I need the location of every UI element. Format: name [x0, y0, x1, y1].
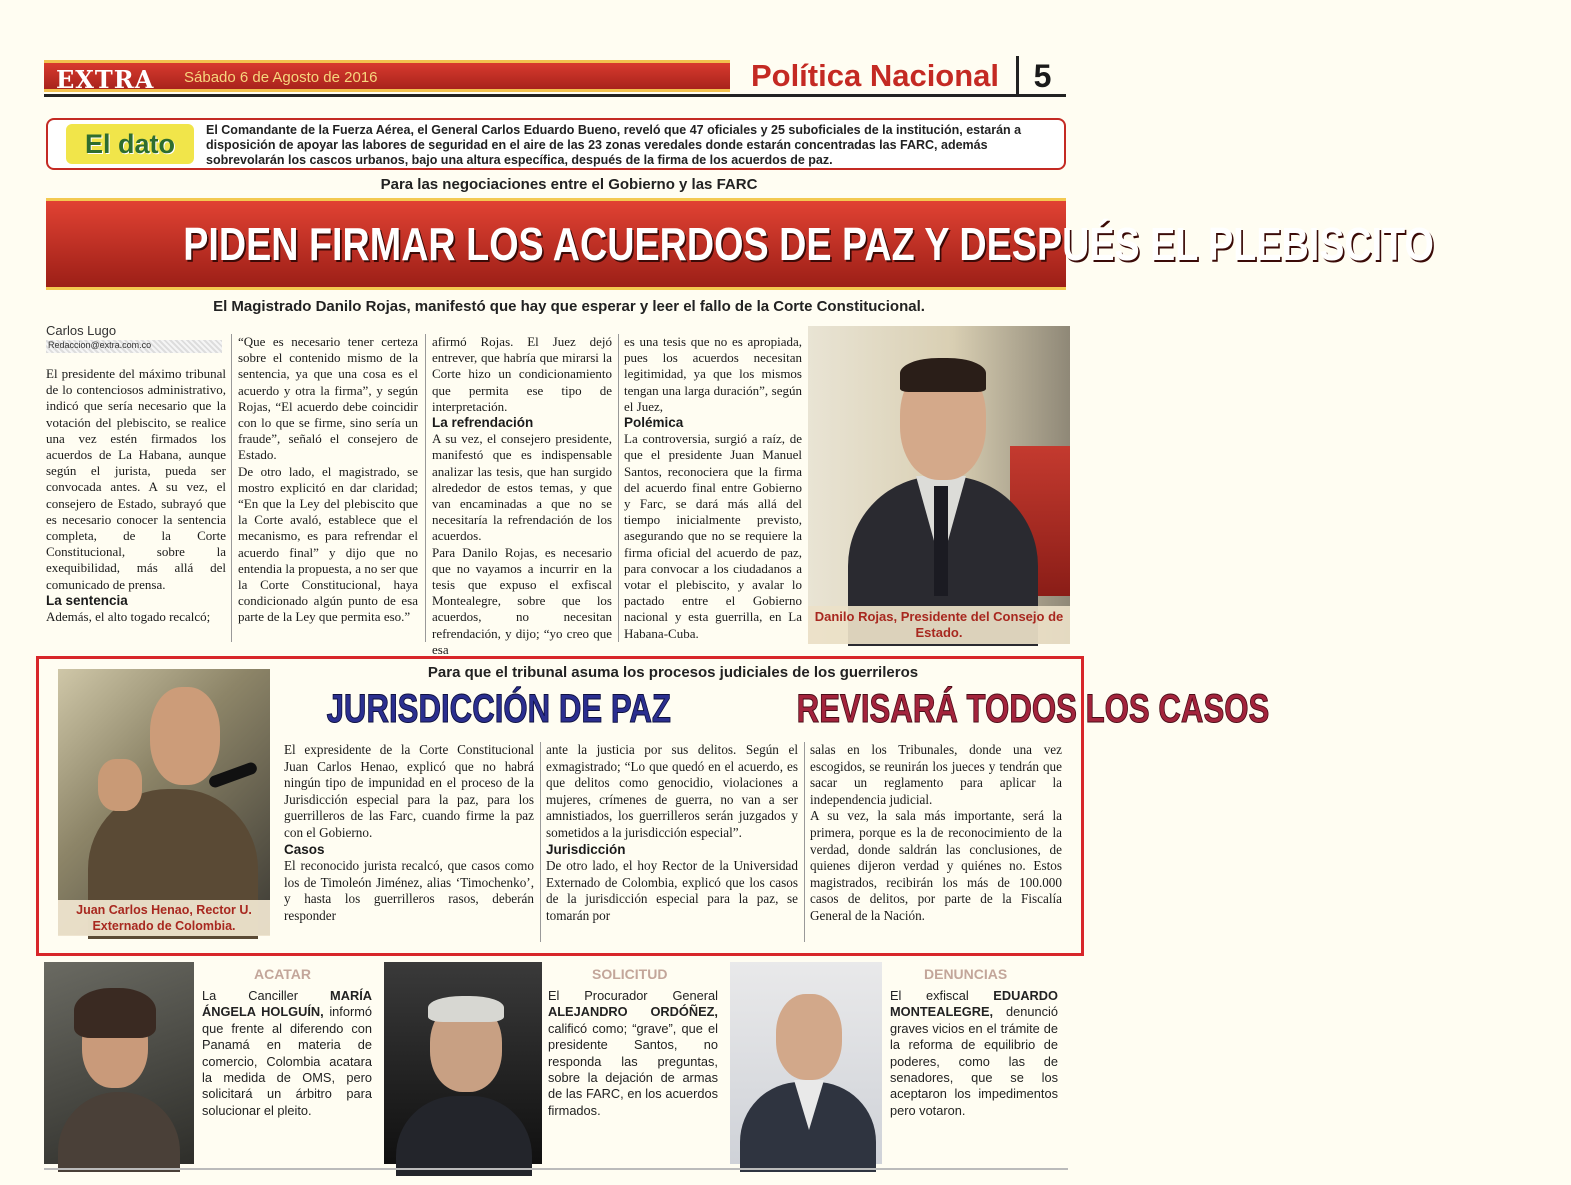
subhead: Jurisdicción	[546, 841, 626, 857]
paragraph: ante la justicia por sus delitos. Según el exmagistrado; “Lo que quedó en el acuerdo, es que delitos como genocidio, violaciones a mujeres, crímenes de guerra, no van a ser amnistiados, los guerrilleros serán juzgados y sometidos a la jurisdicción especial”.	[546, 742, 798, 840]
fact-badge: El dato	[66, 124, 194, 164]
article2-headline-part1: JURISDICCIÓN DE PAZ	[326, 687, 671, 731]
paragraph: El expresidente de la Corte Constitucional Juan Carlos Henao, explicó que no habrá ningún tipo de impunidad en el proceso de la Jurisdicción especial para la paz, para los guerrilleros de las Farc, cuando firme la paz con el Gobierno.	[284, 742, 534, 840]
paragraph: A su vez, la sala más importante, será la primera, porque es la de reconocimiento de la verdad, donde saldrán las conclusiones, de quienes dijeron verdad y quiénes no. Estos magistrados, recibirán los más de 100.000 casos de delitos, por parte de la Fiscalía General de la Nación.	[810, 808, 1062, 923]
juan-carlos-henao-photo	[58, 669, 270, 935]
brief-1-name: MARÍA ÁNGELA HOLGUÍN,	[202, 988, 372, 1020]
fact-text: El Comandante de la Fuerza Aérea, el General Carlos Eduardo Bueno, reveló que 47 oficiales y 25 suboficiales de la institución, estarán a disposición de apoyar las labores de seguridad en el aire de las 23 zonas veredales donde estarán concentradas las FARC, además sobrevolarán los cascos urbanos, bajo una altura específica, después de la firma de los acuerdos de paz.	[206, 123, 1022, 167]
brief-3-name: EDUARDO MONTEALEGRE,	[890, 988, 1058, 1020]
brief-3-text: El exfiscal EDUARDO MONTEALEGRE, denunció graves vicios en el trámite de la reforma de equilibrio de poderes, como las de senadores, que se los aceptaron los impedimentos pero votaron.	[890, 988, 1058, 1118]
header-bar	[44, 60, 730, 92]
eduardo-montealegre-photo	[730, 962, 882, 1164]
article1-kicker: Para las negociaciones entre el Gobierno y las FARC	[380, 176, 758, 193]
column-divider	[425, 334, 426, 642]
page-header	[44, 56, 1066, 96]
brief-3-title: DENUNCIAS	[924, 966, 1008, 982]
column-divider	[804, 742, 805, 942]
paragraph: Además, el alto togado recalcó;	[46, 609, 211, 625]
danilo-rojas-photo	[808, 326, 1070, 644]
paragraph: A su vez, el consejero presidente, manifestó que es indispensable analizar las tesis, que han surgido alrededor de estos temas, y que van encaminadas a que no se necesitaría la refrendación de los acuerdos.	[432, 431, 612, 544]
brief-2-title: SOLICITUD	[592, 966, 668, 982]
subhead: Casos	[284, 841, 325, 857]
column-divider	[540, 742, 541, 942]
page-number: 5	[1016, 56, 1066, 96]
paragraph: El presidente del máximo tribunal de lo contenciosos administrativo, indicó que sería necesario que la votación del plebiscito, se realice una vez estén firmados los acuerdos de La Habana, aunque según el jurista, pueda ser convocada antes. A su vez, el consejero de Estado, subrayó que es necesario conocer la sentencia completa, de la Corte Constitucional, sobre la exequibilidad, más allá del comunicado de prensa.	[46, 366, 226, 592]
issue-date: Sábado 6 de Agosto de 2016	[184, 69, 378, 86]
header-rule	[44, 94, 1066, 97]
subhead: Polémica	[624, 415, 684, 431]
paragraph: es una tesis que no es apropiada, pues los acuerdos necesitan legitimidad, ya que los mismos tengan una larga duración”, según el Juez,	[624, 334, 802, 414]
fact-box	[46, 118, 1066, 170]
article2-headline	[278, 684, 1269, 734]
newspaper-logo: EXTRA	[56, 65, 155, 94]
paragraph: salas en los Tribunales, donde una vez escogidos, se reunirán los jueces y tendrán que sacar un reglamento para aplicar la independencia judicial.	[810, 742, 1062, 807]
article1-column-4	[624, 334, 802, 642]
article1-headline: PIDEN FIRMAR LOS ACUERDOS DE PAZ Y DESPUÉS EL PLEBISCITO	[183, 218, 1434, 270]
article1-headline-banner	[46, 198, 1434, 290]
paragraph: Para Danilo Rojas, es necesario que no vayamos a incurrir en la tesis que expuso el exfiscal Montealegre, sobre que los acuerdos, no necesitan refrendación, y dijo; “yo creo que esa	[432, 544, 612, 657]
section-title: Política Nacional	[750, 58, 1000, 93]
brief-1-title: ACATAR	[254, 966, 312, 982]
brief-2-text: El Procurador General ALEJANDRO ORDÓÑEZ, calificó como; “grave”, que el presidente Santos, no responda las preguntas, sobre la dejación de armas de las FARC, en los acuerdos firmados.	[548, 988, 718, 1118]
article2-column-3	[810, 742, 1062, 925]
article1-subheadline: El Magistrado Danilo Rojas, manifestó que hay que esperar y leer el fallo de la Corte Constitucional.	[213, 298, 925, 315]
article2-column-2	[546, 742, 798, 925]
paragraph: La controversia, surgió a raíz, de que el presidente Juan Manuel Santos, reconociera que la firma del acuerdo final entre Gobierno y Farc, se dará más allá del tiempo inicialmente previsto, asegurando que no se requiere la firma oficial del acuerdo de paz, para convocar a los ciudadanos a votar el plebiscito, y avalar lo pactado entre el Gobierno nacional y esta guerrilla, en La Habana-Cuba.	[624, 431, 802, 641]
danilo-rojas-caption: Danilo Rojas, Presidente del Consejo de Estado.	[808, 606, 1070, 644]
paragraph: afirmó Rojas. El Juez dejó entrever, que habría que mirarsi la Corte hizo un condicionamiento que permita ese tipo de interpretación.	[432, 334, 612, 414]
column-divider	[231, 334, 232, 642]
alejandro-ordonez-photo	[384, 962, 542, 1164]
column-divider	[618, 334, 619, 642]
page-bottom-rule	[44, 1168, 1068, 1170]
article2-column-1	[284, 742, 534, 925]
paragraph: “Que es necesario tener certeza sobre el contenido mismo de la sentencia, ya que una cosa es el acuerdo y otra la firma”, y según Rojas, “El acuerdo debe coincidir con lo que se firme, sino sería un fraude”, señaló el consejero de Estado.	[238, 334, 418, 463]
maria-angela-holguin-photo	[44, 962, 194, 1164]
article1-column-3	[432, 334, 612, 658]
brief-1-text: La Canciller MARÍA ÁNGELA HOLGUÍN, informó que frente al diferendo con Panamá en materia de comercio, Colombia acatara la medida de OMS, pero solicitará un árbitro para solucionar el pleito.	[202, 988, 372, 1118]
brief-2-name: ALEJANDRO ORDÓÑEZ,	[548, 1004, 718, 1020]
article2-kicker: Para que el tribunal asuma los procesos judiciales de los guerrileros	[427, 664, 919, 681]
article1-column-2	[238, 334, 418, 626]
paragraph: De otro lado, el hoy Rector de la Universidad Externado de Colombia, explicó que los casos de la jurisdicción especial para la paz, se tomarán por	[546, 858, 798, 923]
author-name: Carlos Lugo	[46, 323, 117, 338]
subhead: La sentencia	[46, 592, 128, 608]
juan-carlos-henao-caption: Juan Carlos Henao, Rector U. Externado de Colombia.	[58, 900, 270, 936]
paragraph: El reconocido jurista recalcó, que casos como los de Timoleón Jiménez, alias ‘Timochenko’, y hasta los guerrilleros rasos, deberán responder	[284, 858, 534, 923]
article2-headline-part2: REVISARÁ TODOS LOS CASOS	[796, 687, 1269, 731]
author-email[interactable]: Redaccion@extra.com.co	[46, 340, 222, 353]
paragraph: De otro lado, el magistrado, se mostro explicitó en dar claridad; “En que la Ley del plebiscito que la Corte avaló, establece que el mecanismo, es para refrendar el acuerdo final” y dijo que no entendia la propuesta, a no ser que la Corte Constitucional, haya condicionado algún punto de esa parte de la Ley que permita eso.”	[238, 463, 418, 625]
article1-column-1	[46, 366, 226, 625]
subhead: La refrendación	[432, 415, 534, 431]
